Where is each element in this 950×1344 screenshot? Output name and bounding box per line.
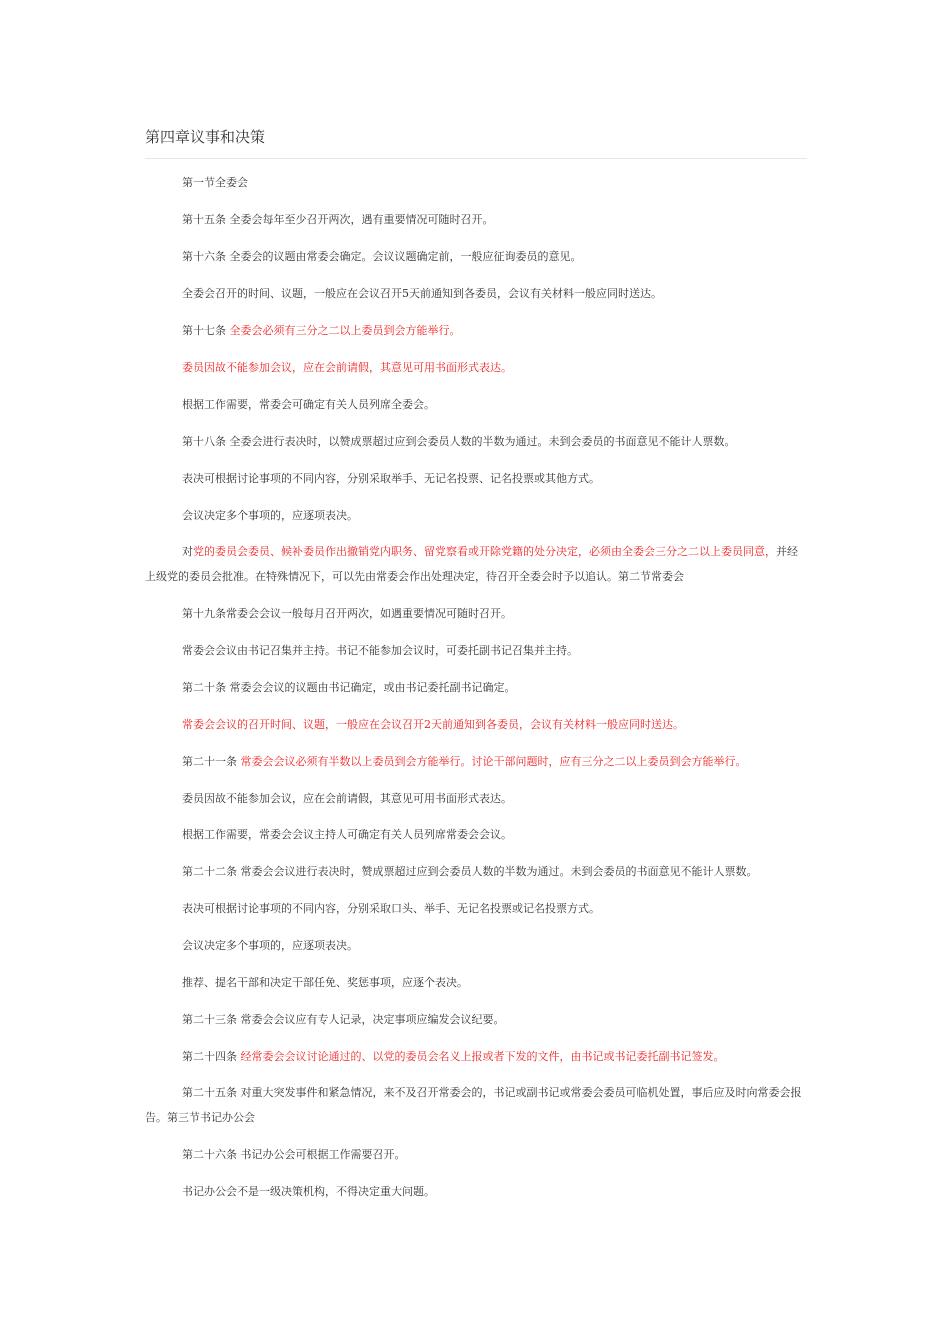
article-26-limit: 书记办公会不是一级决策机构，不得决定重大问题。 bbox=[182, 1185, 435, 1198]
article-16-notice: 全委会召开的时间、议题，一般应在会议召开5天前通知到各委员，会议有关材料一般应同时送达。 bbox=[182, 287, 662, 300]
article-19: 第十九条常委会会议一般每月召开两次，如遇重要情况可随时召开。 bbox=[182, 607, 512, 620]
title-divider bbox=[145, 158, 807, 159]
article-23: 第二十三条 常委会会议应有专人记录，决定事项应编发会议纪要。 bbox=[182, 1013, 505, 1026]
article-25: 第二十五条 对重大突发事件和紧急情况，来不及召开常委会的，书记或副书记或常委会委员可临机处置，事后应及时向常委会报告。第三节书记办公会 bbox=[145, 1086, 802, 1124]
article-22-item-vote: 会议决定多个事项的，应逐项表决。 bbox=[182, 939, 358, 952]
article-18-vote-method: 表决可根据讨论事项的不同内容，分别采取举手、无记名投票、记名投票或其他方式。 bbox=[182, 472, 600, 485]
article-21-leave: 委员因故不能参加会议，应在会前请假，其意见可用书面形式表达。 bbox=[182, 792, 512, 805]
article-21-attendance: 根据工作需要，常委会会议主持人可确定有关人员列席常委会会议。 bbox=[182, 828, 512, 841]
article-16: 第十六条 全委会的议题由常委会确定。会议议题确定前，一般应征询委员的意见。 bbox=[182, 250, 582, 263]
article-17: 第十七条 全委会必须有三分之二以上委员到会方能举行。 bbox=[182, 324, 461, 337]
highlighted-text: 全委会必须有三分之二以上委员到会方能举行。 bbox=[229, 324, 461, 337]
highlighted-text: 常委会会议必须有半数以上委员到会方能举行。讨论干部问题时，应有三分之二以上委员到会方能举行。 bbox=[240, 755, 747, 768]
article-22-vote-method: 表决可根据讨论事项的不同内容，分别采取口头、举手、无记名投票或记名投票方式。 bbox=[182, 902, 600, 915]
document-title: 第四章议事和决策 bbox=[145, 128, 266, 146]
article-22-personnel: 推荐、提名干部和决定干部任免、奖惩事项，应逐个表决。 bbox=[182, 976, 468, 989]
article-22: 第二十二条 常委会会议进行表决时，赞成票超过应到会委员人数的半数为通过。未到会委员的书面意见不能计人票数。 bbox=[182, 865, 758, 878]
article-15: 第十五条 全委会每年至少召开两次，遇有重要情况可随时召开。 bbox=[182, 213, 494, 226]
article-20: 第二十条 常委会会议的议题由书记确定，或由书记委托副书记确定。 bbox=[182, 681, 516, 694]
article-26: 第二十六条 书记办公会可根据工作需要召开。 bbox=[182, 1148, 406, 1161]
article-18-item-vote: 会议决定多个事项的，应逐项表决。 bbox=[182, 509, 358, 522]
highlighted-text: 党的委员会委员、候补委员作出撤销党内职务、留党察看或开除党籍的处分决定，必须由全委会三分之二以上委员同意， bbox=[193, 545, 776, 558]
article-20-notice: 常委会会议的召开时间、议题，一般应在会议召开2天前通知到各委员，会议有关材料一般应同时送达。 bbox=[182, 718, 684, 731]
article-21: 第二十一条 常委会会议必须有半数以上委员到会方能举行。讨论干部问题时，应有三分之二以上委员到会方能举行。 bbox=[182, 755, 747, 768]
disciplinary-paragraph: 对党的委员会委员、候补委员作出撤销党内职务、留党察看或开除党籍的处分决定，必须由全委会三分之二以上委员同意，并经上级党的委员会批准。在特殊情况下，可以先由常委会作出处理决定，待召开全委会时予以追认。第二节常委会 bbox=[145, 545, 798, 583]
article-17-attendance: 根据工作需要，常委会可确定有关人员列席全委会。 bbox=[182, 398, 435, 411]
article-17-leave: 委员因故不能参加会议，应在会前请假，其意见可用书面形式表达。 bbox=[182, 361, 512, 374]
article-19-chair: 常委会会议由书记召集并主持。书记不能参加会议时，可委托副书记召集并主持。 bbox=[182, 644, 578, 657]
article-18: 第十八条 全委会进行表决时，以赞成票超过应到会委员人数的半数为通过。未到会委员的书面意见不能计人票数。 bbox=[182, 435, 736, 448]
section-heading-1: 第一节全委会 bbox=[182, 176, 248, 189]
article-24: 第二十四条 经常委会会议讨论通过的、以党的委员会名义上报或者下发的文件，由书记或书记委托副书记签发。 bbox=[182, 1050, 725, 1063]
highlighted-text: 经常委会会议讨论通过的、以党的委员会名义上报或者下发的文件，由书记或书记委托副书记签发。 bbox=[240, 1050, 725, 1063]
